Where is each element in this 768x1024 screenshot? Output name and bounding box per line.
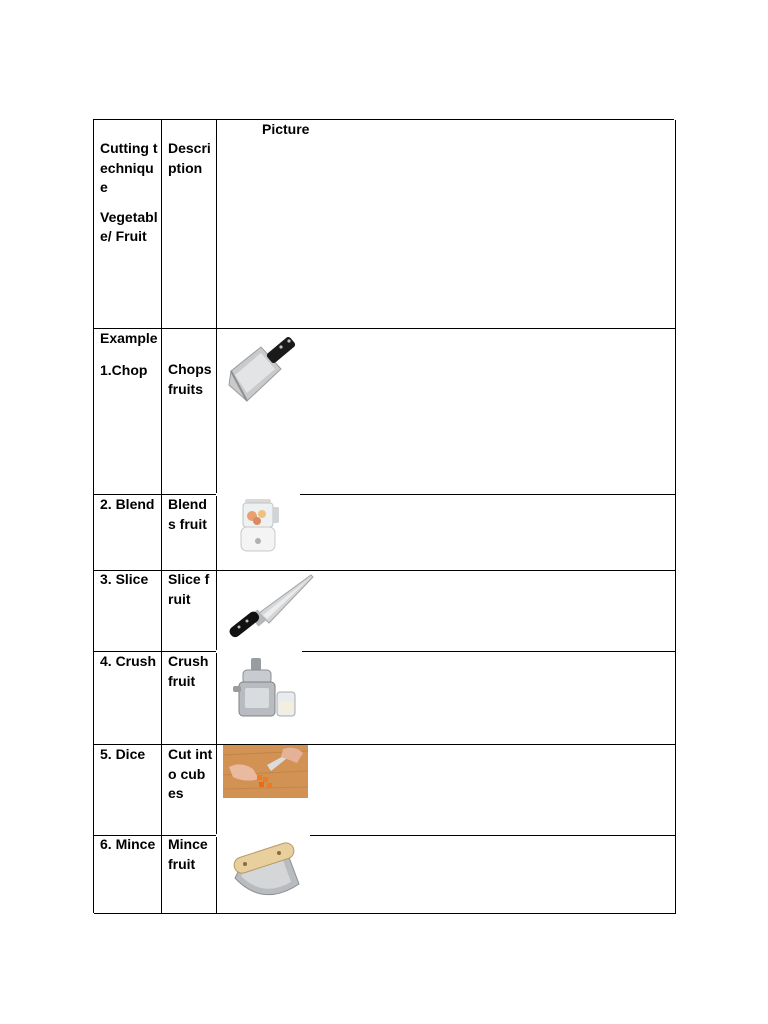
picture-cell (217, 745, 676, 836)
description-cell (162, 329, 217, 495)
picture-cell (217, 836, 676, 914)
description-cell (162, 495, 217, 571)
description-cell (162, 836, 217, 914)
description-cell (162, 652, 217, 745)
header-picture-cell (217, 120, 676, 329)
description-label: Chops fruits (168, 361, 212, 397)
header-picture-label: Picture (262, 121, 310, 137)
description-label: Mince fruit (168, 836, 208, 872)
table-row (94, 745, 675, 836)
technique-label: 6. Mince (100, 836, 156, 852)
technique-cell (94, 495, 162, 571)
header-description-label: Description (168, 140, 211, 176)
table-row (94, 495, 675, 571)
technique-label: 3. Slice (100, 571, 149, 587)
cleaver-knife-icon (223, 331, 303, 405)
image-frame (216, 650, 302, 653)
picture-cell (217, 571, 676, 652)
technique-label: 5. Dice (100, 746, 146, 762)
table-row (94, 329, 675, 495)
cutting-techniques-table (93, 119, 674, 913)
picture-cell (217, 329, 676, 495)
chef-knife-icon (225, 573, 317, 639)
description-label: Cut into cubes (168, 746, 213, 801)
technique-cell (94, 745, 162, 836)
juicer-machine-icon (231, 656, 299, 720)
image-frame (216, 834, 310, 837)
description-label: Crush fruit (168, 653, 209, 689)
picture-cell (217, 495, 676, 571)
table-header-row (94, 120, 675, 329)
table-row (94, 652, 675, 745)
description-label: Blends fruit (168, 496, 207, 532)
header-description-cell (162, 120, 217, 329)
picture-cell (217, 652, 676, 745)
technique-cell (94, 836, 162, 914)
mezzaluna-rocker-knife-icon (227, 838, 307, 900)
description-cell (162, 571, 217, 652)
description-label: Slice fruit (168, 571, 210, 607)
technique-cell (94, 571, 162, 652)
technique-cell (94, 329, 162, 495)
table-row (94, 571, 675, 652)
table-row (94, 836, 675, 914)
header-vegetable-label: Vegetable/ Fruit (100, 208, 158, 244)
technique-label: 2. Blend (100, 496, 155, 512)
header-technique-cell (94, 120, 162, 329)
description-cell (162, 745, 217, 836)
technique-cell (94, 652, 162, 745)
header-technique-label: Cutting technique (100, 140, 158, 195)
dicing-carrot-photo (223, 745, 308, 798)
food-blender-icon (235, 495, 287, 555)
example-label: Example (100, 330, 158, 346)
technique-label: 1.Chop (100, 361, 148, 378)
technique-label: 4. Crush (100, 653, 157, 669)
